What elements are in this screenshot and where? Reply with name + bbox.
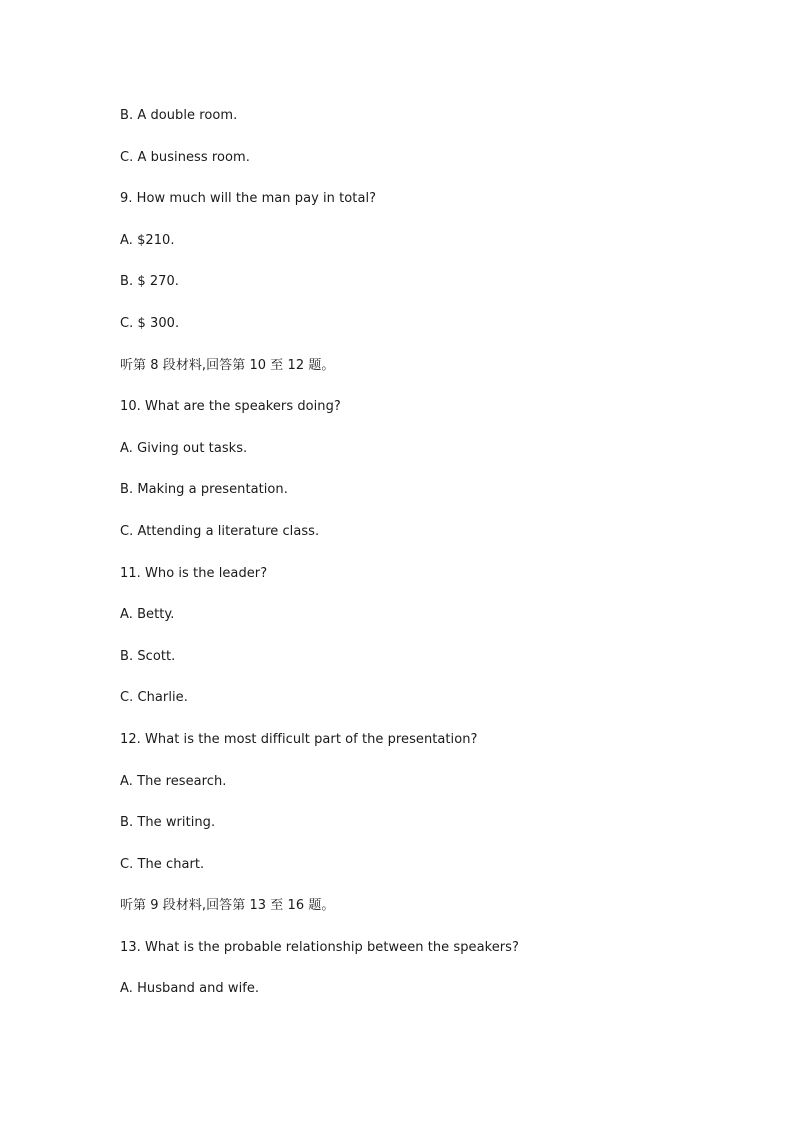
option-c-300: C. $ 300. [120, 315, 180, 331]
option-a-giving-out-tasks: A. Giving out tasks. [120, 440, 248, 456]
option-b-scott: B. Scott. [120, 648, 176, 664]
question-10: 10. What are the speakers doing? [120, 399, 341, 415]
option-b-270: B. $ 270. [120, 274, 179, 290]
question-12: 12. What is the most difficult part of the presentation? [120, 731, 478, 747]
option-b-writing: B. The writing. [120, 815, 216, 831]
question-11: 11. Who is the leader? [120, 565, 268, 581]
option-a-husband-and-wife: A. Husband and wife. [120, 981, 260, 997]
option-c-charlie: C. Charlie. [120, 690, 188, 706]
option-a-research: A. The research. [120, 773, 227, 789]
option-b-double-room: B. A double room. [120, 108, 238, 123]
section-header-8: 听第 8 段材料,回答第 10 至 12 题。 [120, 357, 335, 373]
option-a-betty: A. Betty. [120, 607, 175, 623]
option-b-making-presentation: B. Making a presentation. [120, 482, 288, 498]
option-c-chart: C. The chart. [120, 856, 205, 872]
option-c-business-room: C. A business room. [120, 149, 250, 165]
question-9: 9. How much will the man pay in total? [120, 191, 377, 207]
question-13: 13. What is the probable relationship between the speakers? [120, 939, 519, 955]
section-header-9: 听第 9 段材料,回答第 13 至 16 题。 [120, 898, 335, 914]
option-a-210: A. $210. [120, 232, 175, 248]
document-content [120, 107, 680, 1022]
option-c-literature-class: C. Attending a literature class. [120, 523, 320, 539]
